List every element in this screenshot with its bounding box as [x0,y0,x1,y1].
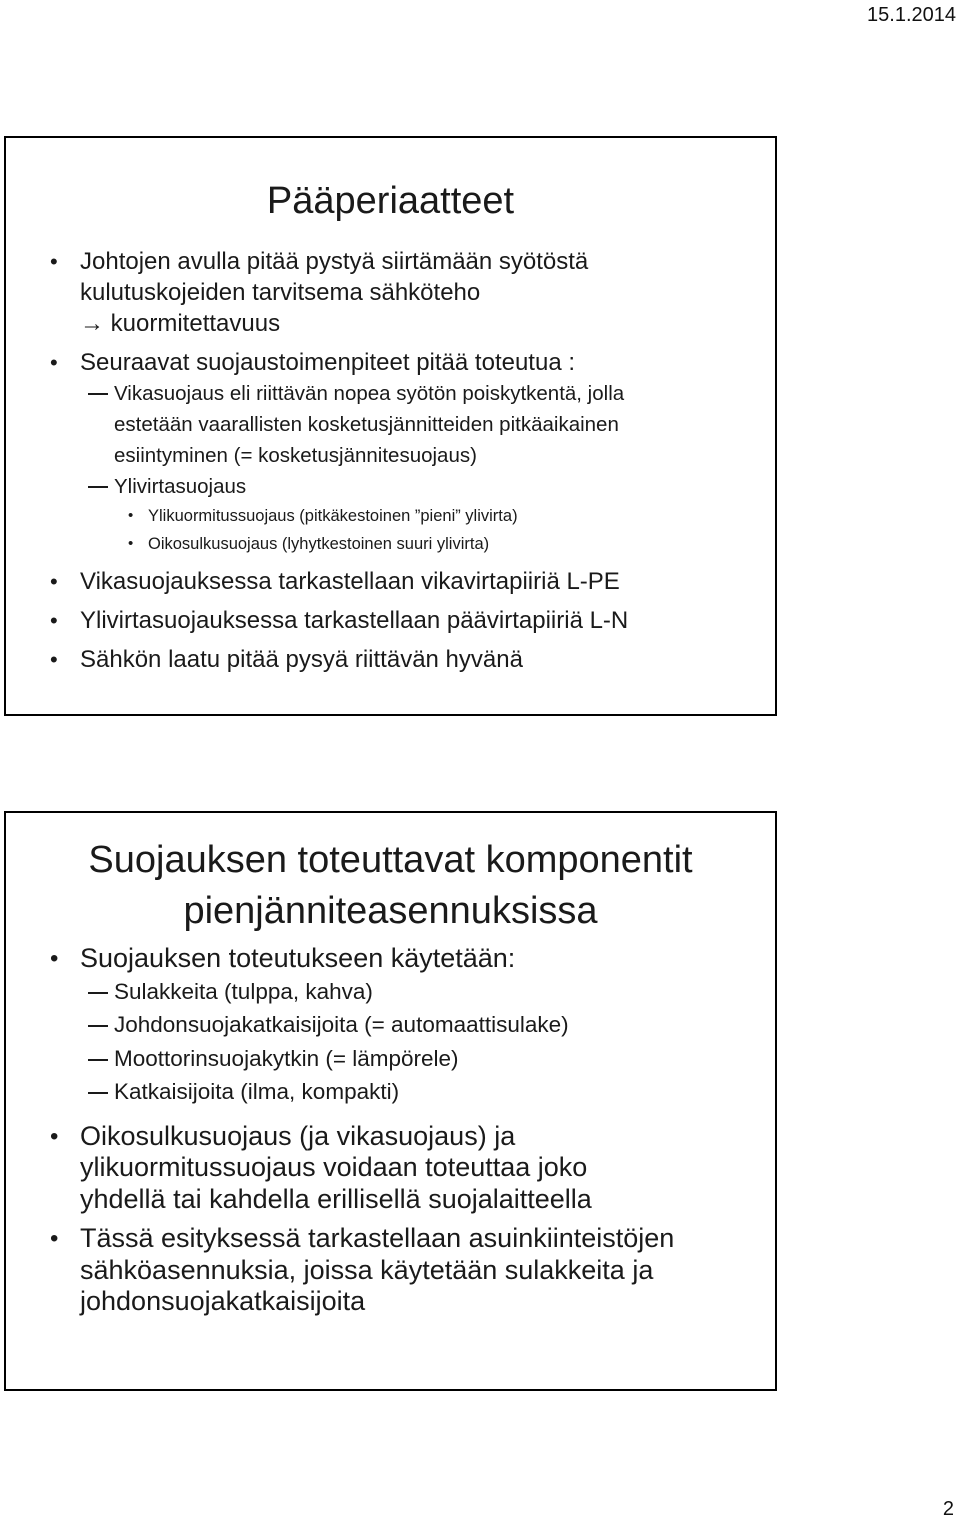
sub-item [6,471,775,502]
bullet-text: Vikasuojauksessa tarkastellaan vikavirtapiiriä L-PE [80,568,620,595]
sub-sub-item-text: Ylikuormitussuojaus (pitkäkestoinen ”pieni” ylivirta) [148,507,518,525]
bullet-icon: • [128,535,134,552]
slide-suojauksen-komponentit [4,811,777,1391]
dash-icon [88,1059,108,1061]
slide-title-line: Suojauksen toteuttavat komponentit [88,839,693,881]
dash-icon [88,486,108,488]
sub-sub-item [6,530,775,558]
sub-item [6,1008,775,1042]
bullet-item [6,1121,775,1216]
sub-item-text: Ylivirtasuojaus [114,475,247,498]
bullet-text: Oikosulkusuojaus (ja vikasuojaus) ja [80,1120,516,1151]
bullet-item [6,644,775,675]
bullet-icon: • [50,249,58,274]
bullet-icon: • [50,647,58,672]
sub-item [6,1075,775,1109]
dash-icon [88,393,108,395]
bullet-text: Ylivirtasuojauksessa tarkastellaan päävirtapiiriä L-N [80,607,629,634]
sub-item-text: Sulakkeita (tulppa, kahva) [114,978,373,1004]
bullet-text: johdonsuojakatkaisijoita [80,1286,366,1316]
slide-body [6,943,775,1318]
sub-item [6,1042,775,1076]
bullet-text: → kuormitettavuus [80,310,281,337]
bullet-text: Sähkön laatu pitää pysyä riittävän hyvänä [80,646,523,673]
sub-item-text: Moottorinsuojakytkin (= lämpörele) [114,1045,459,1071]
bullet-icon: • [50,1122,59,1150]
bullet-icon: • [50,608,58,633]
slide-title [6,835,775,938]
sub-item-text: Vikasuojaus eli riittävän nopea syötön poiskytkentä, jolla [114,382,625,405]
slide-title-line: pienjänniteasennuksissa [183,890,598,933]
sub-item-text: Katkaisijoita (ilma, kompakti) [114,1079,400,1104]
slide-paaperiaatteet [4,136,777,716]
bullet-item [6,246,775,339]
page-number: 2 [942,1498,954,1520]
bullet-text: ylikuormitussuojaus voidaan toteuttaa joko [80,1152,588,1182]
bullet-text: sähköasennuksia, joissa käytetään sulakkeita ja [80,1254,654,1285]
bullet-item [6,347,775,378]
bullet-icon: • [50,945,59,972]
sub-item-text: Johdonsuojakatkaisijoita (= automaattisulake) [114,1012,569,1037]
bullet-item [6,943,775,975]
bullet-item [6,566,775,597]
header-date: 15.1.2014 [867,4,956,26]
bullet-text: Tässä esityksessä tarkastellaan asuinkiinteistöjen [80,1223,675,1253]
bullet-text: Johtojen avulla pitää pystyä siirtämään syötöstä [80,248,589,275]
dash-icon [88,992,108,994]
slide-title: Pääperiaatteet [266,180,515,222]
bullet-icon: • [50,350,58,375]
sub-item-text: esiintyminen (= kosketusjännitesuojaus) [114,444,477,467]
bullet-item [6,605,775,636]
bullet-text: Suojauksen toteutukseen käytetään: [80,943,516,973]
bullet-text: yhdellä tai kahdella erillisellä suojalaitteella [80,1183,592,1214]
bullet-item [6,1223,775,1318]
slide-body [6,246,775,675]
bullet-icon: • [128,507,134,524]
sub-sub-item [6,502,775,530]
bullet-text: kulutuskojeiden tarvitsema sähköteho [80,279,481,306]
dash-icon [88,1025,108,1027]
dash-icon [88,1092,108,1094]
bullet-icon: • [50,569,58,594]
sub-item [6,975,775,1009]
sub-sub-item-text: Oikosulkusuojaus (lyhytkestoinen suuri ylivirta) [148,535,490,553]
sub-item-text: estetään vaarallisten kosketusjännitteiden pitkäaikainen [114,413,619,436]
sub-item [6,378,775,471]
bullet-text: Seuraavat suojaustoimenpiteet pitää toteutua : [80,349,575,376]
bullet-icon: • [50,1225,59,1252]
